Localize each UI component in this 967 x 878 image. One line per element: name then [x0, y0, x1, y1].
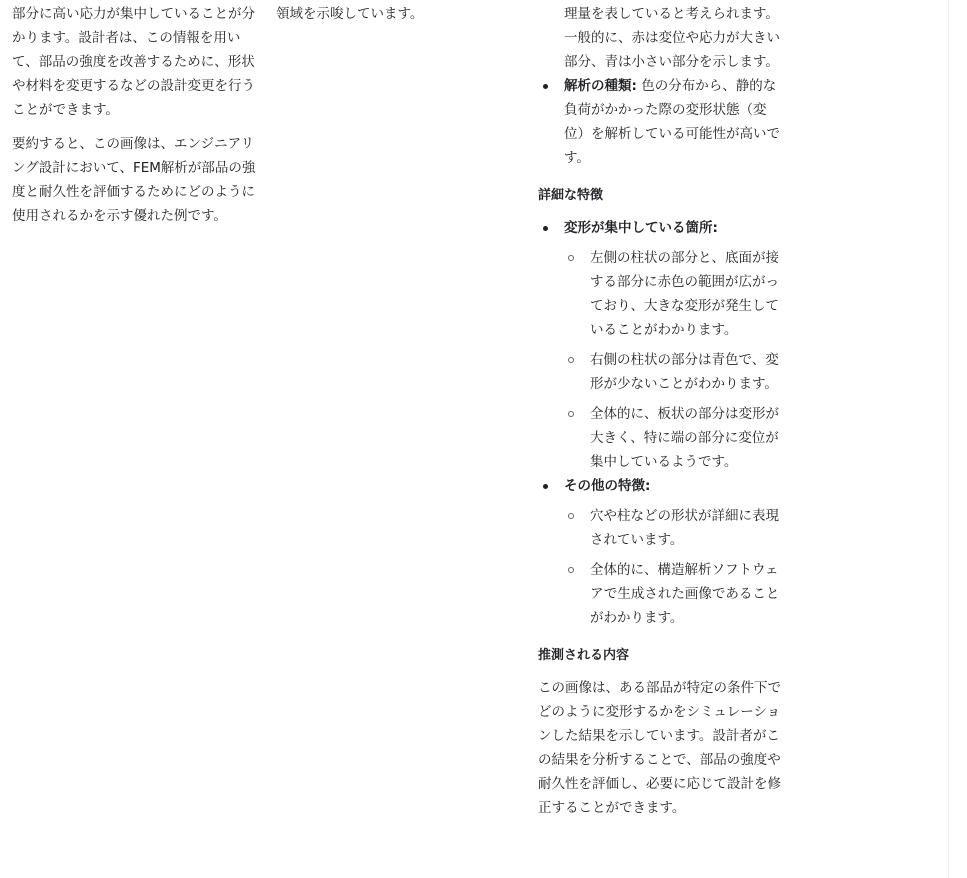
list-item-label: 変形が集中している箇所:	[564, 220, 718, 236]
paragraph: 領域を示唆しています。	[276, 6, 424, 22]
paragraph: この画像は、ある部品が特定の条件下でどのように変形するかをシミュレーションした結果を示しています。設計者がこの結果を分析することで、部品の強度や耐久性を評価し、必要に応じて設計を修正することができます。	[538, 680, 781, 816]
list-item-continuation: 理量を表していると考えられます。一般的に、赤は変位や応力が大きい部分、青は小さい部分を示します。	[564, 6, 780, 70]
paragraph: 要約すると、この画像は、エンジニアリング設計において、FEM解析が部品の強度と耐久性を評価するためにどのように使用されるかを示す優れた例です。	[12, 136, 256, 224]
response-column-1	[12, 0, 260, 228]
section-heading: 推測される内容	[538, 648, 630, 663]
sub-list-item: 左側の柱状の部分と、底面が接する部分に赤色の範囲が広がっており、大きな変形が発生していることがわかります。	[538, 246, 786, 342]
list-item-label: その他の特徴:	[564, 478, 651, 494]
response-column-2	[276, 0, 516, 26]
sub-list-item: 全体的に、板状の部分は変形が大きく、特に端の部分に変位が集中しているようです。	[538, 402, 786, 474]
paragraph: 部分に高い応力が集中していることが分かります。設計者は、この情報を用いて、部品の強度を改善するために、形状や材料を変更するなどの設計変更を行うことができます。	[12, 6, 255, 118]
list-item	[538, 216, 786, 240]
sub-list-item: 右側の柱状の部分は青色で、変形が少ないことがわかります。	[538, 348, 786, 396]
response-column-3	[538, 0, 786, 820]
section-heading: 詳細な特徴	[538, 188, 604, 203]
list-item-label: 解析の種類:	[564, 78, 637, 94]
list-item	[538, 474, 786, 498]
list-item-text: 色の分布から、静的な負荷がかかった際の変形状態（変位）を解析している可能性が高いです。	[564, 78, 780, 166]
bullet-list	[538, 216, 786, 630]
sub-list-item: 全体的に、構造解析ソフトウェアで生成された画像であることがわかります。	[538, 558, 786, 630]
list-item	[538, 74, 786, 170]
sub-list-item: 穴や柱などの形状が詳細に表現されています。	[538, 504, 786, 552]
bullet-list	[538, 74, 786, 170]
right-divider	[948, 0, 949, 878]
